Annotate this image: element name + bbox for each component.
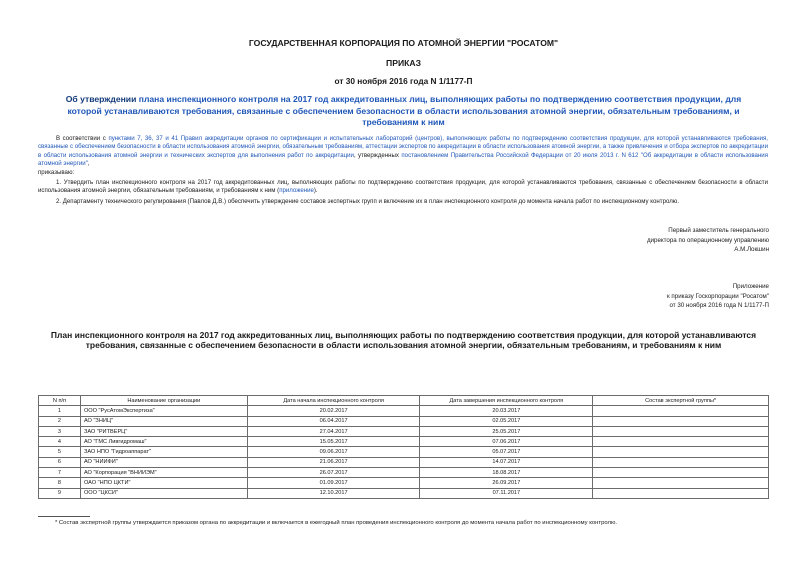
row-end-date: 18.08.2017 (420, 468, 593, 478)
preamble-mid: , утвержденных (353, 151, 402, 159)
row-end-date: 07.11.2017 (420, 488, 593, 498)
footnote-divider (38, 516, 90, 517)
row-number: 6 (39, 457, 81, 467)
subject-link[interactable]: плана инспекционного контроля на 2017 год аккредитованных лиц, выполняющих работы по подтверждению соответствия продукции, для которой устанавливаются требования, связанные с обеспечением безопасности в области использования атомной энергии, обязательным требованиям, и требованиям к ним (67, 94, 742, 127)
preamble-paragraph (38, 135, 768, 169)
preamble-suffix: , (87, 160, 90, 168)
row-start-date: 15.05.2017 (247, 437, 420, 447)
row-expert-group (593, 488, 769, 498)
table-row (39, 426, 769, 436)
row-expert-group (593, 406, 769, 416)
order-item-1 (38, 179, 768, 196)
row-end-date: 26.09.2017 (420, 478, 593, 488)
row-number: 3 (39, 426, 81, 436)
appendix-line-2: к приказу Госкорпорации "Росатом" (667, 292, 769, 300)
header-end-date: Дата завершения инспекционного контроля (420, 396, 593, 406)
table-row (39, 457, 769, 467)
row-number: 2 (39, 416, 81, 426)
order-body (38, 135, 768, 206)
header-start-date: Дата начала инспекционного контроля (247, 396, 420, 406)
row-number: 1 (39, 406, 81, 416)
table-row (39, 488, 769, 498)
table-row (39, 406, 769, 416)
order-word: приказываю: (38, 168, 75, 176)
appendix-line-1: Приложение (732, 283, 769, 290)
row-organization: ООО "ЦКСИ" (80, 488, 247, 498)
row-end-date: 20.03.2017 (420, 406, 593, 416)
row-organization: ОАО "НПО ЦКТИ" (80, 478, 247, 488)
footnote: * Состав экспертной группы утверждается приказом органа по аккредитации и включается в ежегодный план проведения инспекционного контроля до момента начала работ по инспекционному контролю. (55, 520, 618, 526)
row-end-date: 07.06.2017 (420, 437, 593, 447)
signature-line-1: Первый заместитель генерального (668, 227, 769, 234)
item1-prefix: 1. Утвердить план инспекционного контроля на 2017 год аккредитованных лиц, выполняющих работы по подтверждению соответствия продукции, для которой устанавливаются требования, связанные с обеспечением безопасности в области использования атомной энергии, обязательным требованиям, и требованиям к ним ( (38, 179, 768, 195)
header-expert-group: Состав экспертной группы* (593, 396, 769, 406)
preamble-prefix: В соответствии с (56, 135, 109, 142)
organization-title: ГОСУДАРСТВЕННАЯ КОРПОРАЦИЯ ПО АТОМНОЙ ЭНЕРГИИ "РОСАТОМ" (248, 38, 559, 48)
row-end-date: 02.05.2017 (420, 416, 593, 426)
row-end-date: 14.07.2017 (420, 457, 593, 467)
table-row (39, 437, 769, 447)
row-start-date: 21.06.2017 (247, 457, 420, 467)
row-expert-group (593, 426, 769, 436)
row-expert-group (593, 416, 769, 426)
row-start-date: 12.10.2017 (247, 488, 420, 498)
resolution-link[interactable]: постановлением Правительства Российской Федерации от 20 июля 2013 г. N 612 "Об аккредитации в области использования атомной энергии" (38, 151, 768, 168)
row-expert-group (593, 478, 769, 488)
row-organization: АО "ГМС Ливгидромаш" (80, 437, 247, 447)
plan-title: План инспекционного контроля на 2017 год аккредитованных лиц, выполняющих работы по подтверждению соответствия продукции, для которой устанавливаются требования, связанные с обеспечением безопасности в области использования атомной энергии, обязательным требованиям, и требованиям к ним (50, 330, 757, 351)
signature-line-2: директора по операционному управлению (646, 236, 769, 244)
row-number: 9 (39, 488, 81, 498)
row-organization: АО "Корпорация "ВНИИЭМ" (80, 468, 247, 478)
table-row (39, 416, 769, 426)
subject-prefix: Об утверждении (65, 94, 139, 104)
row-start-date: 27.04.2017 (247, 426, 420, 436)
row-start-date: 01.09.2017 (247, 478, 420, 488)
appendix-line-3: от 30 ноября 2016 года N 1/1177-П (669, 302, 769, 310)
row-expert-group (593, 468, 769, 478)
appendix-header (667, 282, 769, 311)
appendix-link[interactable]: приложение (279, 187, 314, 195)
row-start-date: 26.07.2017 (247, 468, 420, 478)
row-end-date: 05.07.2017 (420, 447, 593, 457)
row-expert-group (593, 457, 769, 467)
table-row (39, 478, 769, 488)
row-number: 5 (39, 447, 81, 457)
document-date: от 30 ноября 2016 года N 1/1177-П (334, 76, 473, 86)
order-item-2: 2. Департаменту технического регулирования (Павлов Д.В.) обеспечить утверждение составов экспертных групп и включение их в план инспекционного контроля до момента начала работ по инспекционному контролю. (56, 197, 680, 205)
table-header-row (39, 396, 769, 406)
row-organization: ЗАО НПО "Гидроаппарат" (80, 447, 247, 457)
order-subject (50, 94, 757, 129)
header-number: N п/п (39, 396, 81, 406)
row-expert-group (593, 437, 769, 447)
plan-table (38, 395, 769, 499)
rules-link[interactable]: пунктами 7, 36, 37 и 41 Правил аккредитации органов по сертификации и испытательных лабораторий (центров), выполняющих работы по подтверждению соответствия продукции, для которой устанавливаются требования, связанные с обеспечением безопасности в области использования атомной энергии, обязательным требованиям, аттестации экспертов по аккредитации в области использования атомной энергии, а также привлечения и отбора экспертов по аккредитации в области использования атомной энергии и технических экспертов для выполнения работ по аккредитации (38, 135, 769, 159)
document-type: ПРИКАЗ (386, 58, 421, 68)
signature-name: А.М.Локшин (734, 246, 769, 254)
row-organization: ООО "РусАтомЭкспертиза" (80, 406, 247, 416)
row-expert-group (593, 447, 769, 457)
table-row (39, 468, 769, 478)
row-number: 7 (39, 468, 81, 478)
row-end-date: 25.05.2017 (420, 426, 593, 436)
row-number: 4 (39, 437, 81, 447)
row-organization: ЗАО "РИТВЕРЦ" (80, 426, 247, 436)
item1-suffix: ). (313, 187, 318, 195)
row-start-date: 06.04.2017 (247, 416, 420, 426)
row-organization: АО "ЗНИЦ" (80, 416, 247, 426)
table-row (39, 447, 769, 457)
row-start-date: 09.06.2017 (247, 447, 420, 457)
row-number: 8 (39, 478, 81, 488)
signature-block (647, 226, 769, 255)
row-start-date: 20.02.2017 (247, 406, 420, 416)
row-organization: АО "НИИФИ" (80, 457, 247, 467)
header-organization: Наименование организации (80, 396, 247, 406)
